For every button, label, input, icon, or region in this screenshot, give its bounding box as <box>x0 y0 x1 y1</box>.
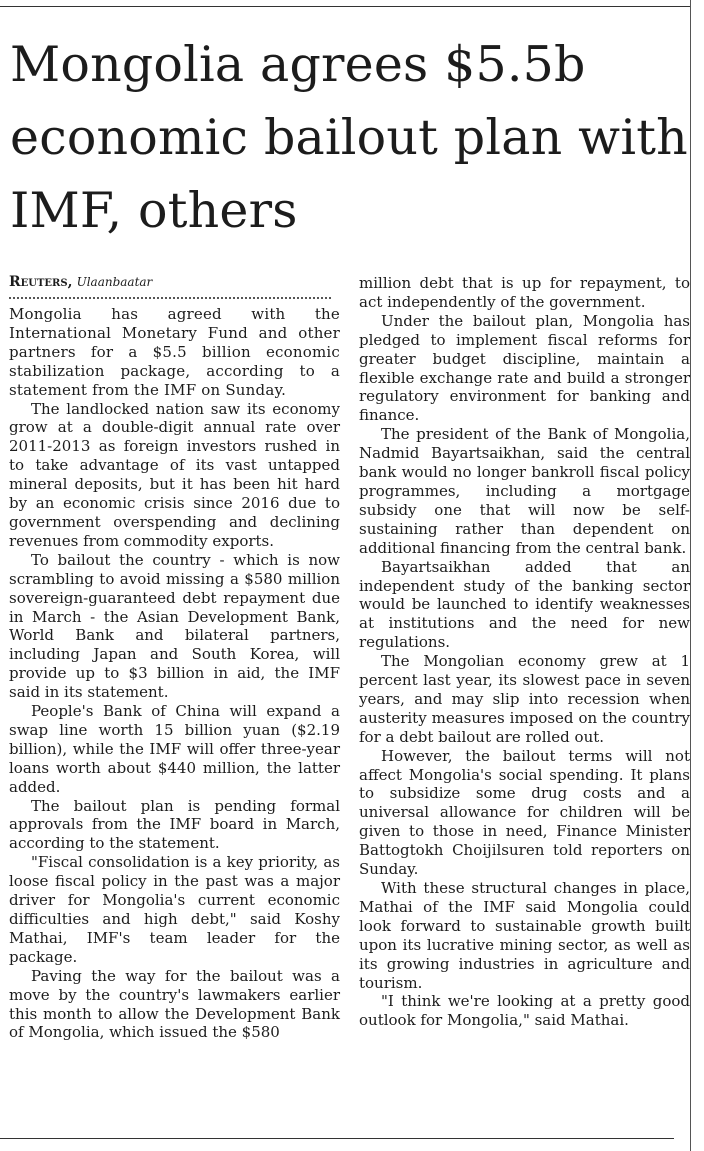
paragraph: "I think we're looking at a pretty good outlook for Mongolia," said Mathai. <box>359 992 690 1030</box>
article-column-left <box>9 274 340 1042</box>
paragraph: Mongolia has agreed with the International Monetary Fund and other partners for a $5.5 billion economic stabilization package, according to a statement from the IMF on Sunday. <box>9 305 340 399</box>
paragraph: The president of the Bank of Mongolia, Nadmid Bayartsaikhan, said the central bank would no longer bankroll fiscal policy programmes, including a mortgage subsidy one that will now be self-sustaining rather than dependent on additional financing from the central bank. <box>359 425 690 557</box>
paragraph: With these structural changes in place, Mathai of the IMF said Mongolia could look forward to sustainable growth built upon its lucrative mining sector, as well as its growing industries in agriculture and tourism. <box>359 879 690 992</box>
paragraph: The Mongolian economy grew at 1 percent last year, its slowest pace in seven years, and may slip into recession when austerity measures imposed on the country for a debt bailout are rolled out. <box>359 652 690 746</box>
paragraph: Under the bailout plan, Mongolia has pledged to implement fiscal reforms for greater budget discipline, maintain a flexible exchange rate and build a stronger regulatory environment for banking and finance. <box>359 311 690 425</box>
paragraph: The landlocked nation saw its economy grow at a double-digit annual rate over 2011-2013 as foreign investors rushed in to take advantage of its vast untapped mineral deposits, but it has been hit hard by an economic crisis since 2016 due to government overspending and declining revenues from commodity exports. <box>9 399 340 550</box>
paragraph: People's Bank of China will expand a swap line worth 15 billion yuan ($2.19 billion), while the IMF will offer three-year loans worth about $440 million, the latter added. <box>9 702 340 796</box>
news-agency: Reuters, <box>9 274 73 290</box>
paragraph: The bailout plan is pending formal approvals from the IMF board in March, according to the statement. <box>9 796 340 853</box>
paragraph: However, the bailout terms will not affect Mongolia's social spending. It plans to subsidize some drug costs and a universal allowance for children will be given to those in need, Finance Minister Battogtokh Choijilsuren told reporters on Sunday. <box>359 746 690 879</box>
right-column-rule <box>690 0 691 1151</box>
top-rule <box>0 6 690 7</box>
article-column-right <box>359 274 690 1030</box>
byline <box>9 274 340 291</box>
paragraph: To bailout the country - which is now scrambling to avoid missing a $580 million sovereign-guaranteed debt repayment due in March - the Asian Development Bank, World Bank and bilateral partners, including Japan and South Korea, will provide up to $3 billion in aid, the IMF said in its statement. <box>9 550 340 702</box>
paragraph: "Fiscal consolidation is a key priority, as loose fiscal policy in the past was a major driver for Mongolia's current economic difficulties and high debt," said Koshy Mathai, IMF's team leader for the package. <box>9 853 340 966</box>
dateline: Ulaanbaatar <box>76 275 153 289</box>
article-headline: Mongolia agrees $5.5b economic bailout plan with IMF, others <box>10 36 688 239</box>
paragraph: Paving the way for the bailout was a move by the country's lawmakers earlier this month to allow the Development Bank of Mongolia, which issued the $580 <box>9 966 340 1042</box>
bottom-rule <box>0 1138 674 1139</box>
paragraph: million debt that is up for repayment, to act independently of the government. <box>359 274 690 311</box>
paragraph: Bayartsaikhan added that an independent study of the banking sector would be launched to identify weaknesses at institutions and the need for new regulations. <box>359 557 690 652</box>
byline-divider <box>9 297 331 299</box>
